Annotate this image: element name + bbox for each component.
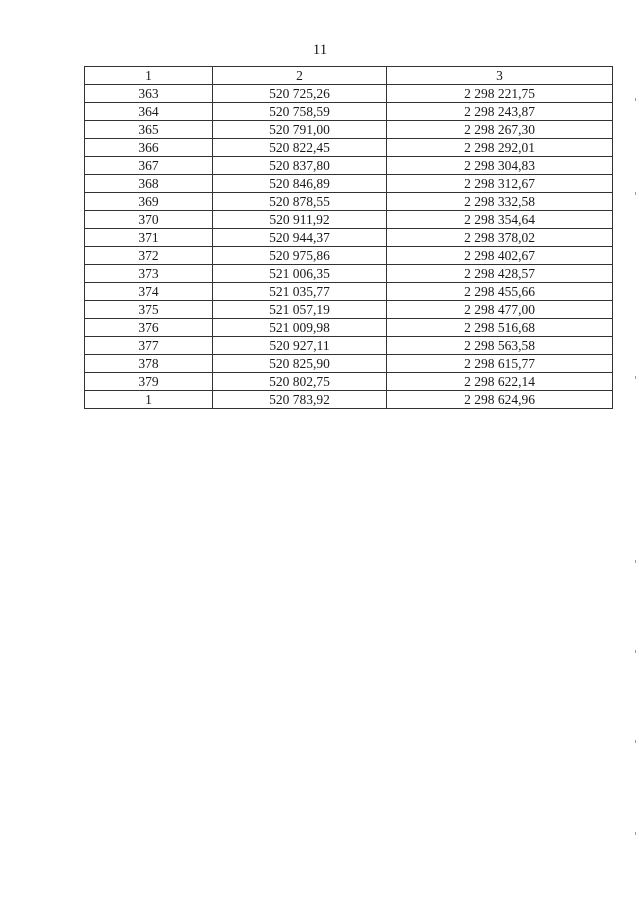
point-number-cell: 374 (85, 283, 213, 301)
table-row (85, 319, 613, 337)
x-coordinate-cell: 520 791,00 (213, 121, 387, 139)
x-coordinate-cell: 520 975,86 (213, 247, 387, 265)
y-coordinate-cell: 2 298 624,96 (387, 391, 613, 409)
point-number-cell: 379 (85, 373, 213, 391)
y-coordinate-cell: 2 298 354,64 (387, 211, 613, 229)
scan-mark (635, 560, 636, 563)
point-number-cell: 367 (85, 157, 213, 175)
table-row (85, 103, 613, 121)
y-coordinate-cell: 2 298 332,58 (387, 193, 613, 211)
table-row (85, 193, 613, 211)
x-coordinate-cell: 520 758,59 (213, 103, 387, 121)
table-row (85, 391, 613, 409)
point-number-cell: 366 (85, 139, 213, 157)
y-coordinate-cell: 2 298 455,66 (387, 283, 613, 301)
point-number-cell: 373 (85, 265, 213, 283)
y-coordinate-cell: 2 298 402,67 (387, 247, 613, 265)
x-coordinate-cell: 521 035,77 (213, 283, 387, 301)
point-number-cell: 365 (85, 121, 213, 139)
point-number-cell: 1 (85, 391, 213, 409)
table-row (85, 175, 613, 193)
y-coordinate-cell: 2 298 428,57 (387, 265, 613, 283)
point-number-cell: 364 (85, 103, 213, 121)
table-row (85, 265, 613, 283)
table-row (85, 121, 613, 139)
y-coordinate-cell: 2 298 292,01 (387, 139, 613, 157)
scan-mark (635, 650, 636, 653)
x-coordinate-cell: 520 783,92 (213, 391, 387, 409)
table-row (85, 337, 613, 355)
y-coordinate-cell: 2 298 563,58 (387, 337, 613, 355)
table-row (85, 85, 613, 103)
table-row (85, 211, 613, 229)
x-coordinate-cell: 520 846,89 (213, 175, 387, 193)
table-header-row (85, 67, 613, 85)
point-number-cell: 376 (85, 319, 213, 337)
x-coordinate-cell: 520 837,80 (213, 157, 387, 175)
table-row (85, 157, 613, 175)
x-coordinate-cell: 521 009,98 (213, 319, 387, 337)
x-coordinate-cell: 520 944,37 (213, 229, 387, 247)
y-coordinate-cell: 2 298 304,83 (387, 157, 613, 175)
x-coordinate-cell: 521 057,19 (213, 301, 387, 319)
point-number-cell: 370 (85, 211, 213, 229)
y-coordinate-cell: 2 298 615,77 (387, 355, 613, 373)
x-coordinate-cell: 520 927,11 (213, 337, 387, 355)
y-coordinate-cell: 2 298 312,67 (387, 175, 613, 193)
y-coordinate-cell: 2 298 516,68 (387, 319, 613, 337)
point-number-cell: 377 (85, 337, 213, 355)
y-coordinate-cell: 2 298 267,30 (387, 121, 613, 139)
point-number-cell: 371 (85, 229, 213, 247)
table-row (85, 229, 613, 247)
y-coordinate-cell: 2 298 221,75 (387, 85, 613, 103)
coordinates-table (84, 66, 613, 409)
point-number-cell: 368 (85, 175, 213, 193)
point-number-cell: 363 (85, 85, 213, 103)
table-row (85, 301, 613, 319)
y-coordinate-cell: 2 298 243,87 (387, 103, 613, 121)
table-row (85, 139, 613, 157)
x-coordinate-cell: 521 006,35 (213, 265, 387, 283)
page-number: 11 (312, 42, 328, 58)
column-header-y-coordinate: 3 (387, 67, 613, 85)
y-coordinate-cell: 2 298 622,14 (387, 373, 613, 391)
table-row (85, 283, 613, 301)
scan-mark (635, 376, 636, 379)
x-coordinate-cell: 520 825,90 (213, 355, 387, 373)
y-coordinate-cell: 2 298 477,00 (387, 301, 613, 319)
column-header-point-number: 1 (85, 67, 213, 85)
point-number-cell: 369 (85, 193, 213, 211)
x-coordinate-cell: 520 802,75 (213, 373, 387, 391)
table-row (85, 355, 613, 373)
y-coordinate-cell: 2 298 378,02 (387, 229, 613, 247)
x-coordinate-cell: 520 911,92 (213, 211, 387, 229)
x-coordinate-cell: 520 878,55 (213, 193, 387, 211)
table-row (85, 373, 613, 391)
x-coordinate-cell: 520 725,26 (213, 85, 387, 103)
table-row (85, 247, 613, 265)
point-number-cell: 378 (85, 355, 213, 373)
scan-mark (635, 832, 636, 835)
x-coordinate-cell: 520 822,45 (213, 139, 387, 157)
column-header-x-coordinate: 2 (213, 67, 387, 85)
scan-mark (635, 740, 636, 743)
scan-mark (635, 192, 636, 195)
scan-mark (635, 98, 636, 101)
point-number-cell: 372 (85, 247, 213, 265)
point-number-cell: 375 (85, 301, 213, 319)
